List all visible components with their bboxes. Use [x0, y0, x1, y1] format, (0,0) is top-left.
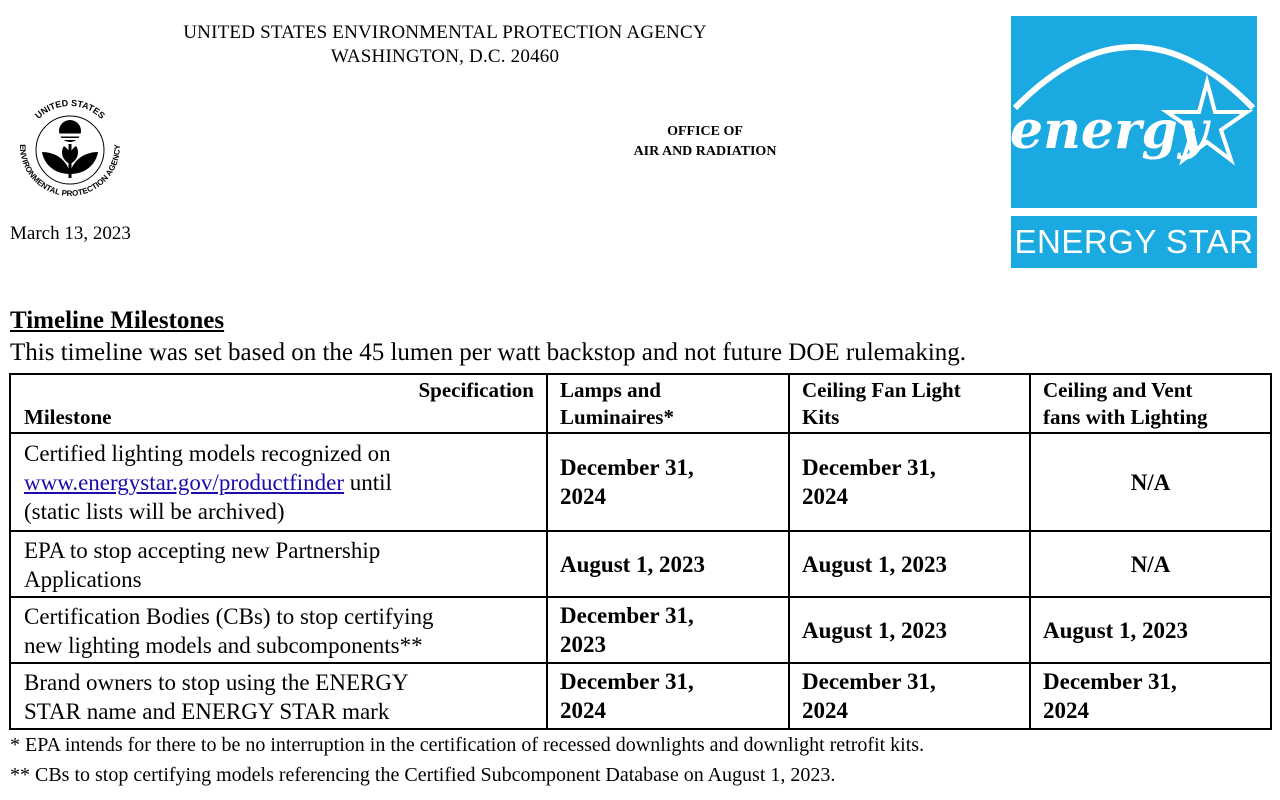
seal-text-top: UNITED STATES [33, 97, 107, 121]
agency-name: UNITED STATES ENVIRONMENTAL PROTECTION AGENCY [183, 22, 707, 43]
value-text: December 31, [560, 603, 694, 628]
value-text: N/A [1130, 469, 1171, 495]
column-header-line: Lamps and [560, 378, 661, 402]
value-cell [547, 531, 789, 597]
value-text: August 1, 2023 [560, 551, 706, 577]
milestone-text: STAR name and ENERGY STAR mark [24, 698, 390, 724]
footnote-lamps: * EPA intends for there to be no interruption in the certification of recessed downlights and downlight retrofit kits. [10, 734, 925, 756]
milestone-text: Applications [24, 566, 142, 592]
column-header-line: Ceiling and Vent [1043, 378, 1193, 402]
value-text: August 1, 2023 [802, 617, 948, 643]
value-text: 2024 [1043, 698, 1089, 723]
seal-text-bottom: ENVIRONMENTAL PROTECTION AGENCY [17, 144, 123, 199]
agency-address: WASHINGTON, D.C. 20460 [330, 46, 560, 67]
value-text: 2024 [560, 698, 606, 723]
table-row [10, 597, 1271, 663]
table-row [10, 663, 1271, 729]
column-header-line: Ceiling Fan Light [802, 378, 961, 402]
value-cell [789, 663, 1030, 729]
milestones-table [9, 373, 1272, 730]
letter-date: March 13, 2023 [10, 223, 131, 244]
value-text: December 31, [802, 455, 936, 480]
milestone-text: Certification Bodies (CBs) to stop certifying [24, 603, 434, 629]
value-text: 2024 [560, 484, 606, 509]
milestone-text: Brand owners to stop using the ENERGY [24, 669, 409, 695]
value-cell [1030, 531, 1271, 597]
energy-script-text: energy [1011, 100, 1208, 161]
column-header-line: Luminaires* [560, 405, 674, 429]
table-header-row [10, 374, 1271, 433]
milestone-cell [10, 597, 547, 663]
value-text: 2024 [802, 698, 848, 723]
section-title: Timeline Milestones [10, 307, 225, 334]
column-header-line: fans with Lighting [1043, 405, 1208, 429]
value-cell [789, 531, 1030, 597]
epa-seal-icon [6, 86, 134, 214]
footnote-cbs: ** CBs to stop certifying models referencing the Certified Subcomponent Database on August 1, 2023. [10, 764, 836, 786]
value-text: N/A [1130, 551, 1171, 577]
value-cell [547, 597, 789, 663]
milestone-cell [10, 663, 547, 729]
milestone-text: (static lists will be archived) [24, 499, 285, 524]
office-label: OFFICE OF [667, 124, 743, 139]
intro-text: This timeline was set based on the 45 lumen per watt backstop and not future DOE rulemaking. [10, 339, 967, 366]
table-row [10, 531, 1271, 597]
header-milestone: Milestone [24, 405, 112, 429]
value-text: August 1, 2023 [802, 551, 948, 577]
value-cell [789, 597, 1030, 663]
column-header-vent-fans [1030, 374, 1271, 433]
value-cell [1030, 433, 1271, 531]
value-cell [1030, 597, 1271, 663]
value-text: December 31, [560, 669, 694, 694]
header-corner-cell [10, 374, 547, 433]
column-header-lamps [547, 374, 789, 433]
office-name: AIR AND RADIATION [633, 144, 777, 159]
energy-star-arc-icon [1011, 16, 1257, 208]
column-header-line: Kits [802, 405, 840, 429]
value-text: December 31, [1043, 669, 1177, 694]
energy-star-logo [1011, 16, 1257, 268]
energy-star-wordmark: ENERGY STAR [1011, 216, 1257, 268]
header-specification: Specification [418, 378, 534, 402]
productfinder-link[interactable]: www.energystar.gov/productfinder [24, 470, 345, 495]
milestone-text: until [344, 470, 392, 495]
value-text: December 31, [802, 669, 936, 694]
milestone-text: new lighting models and subcomponents** [24, 632, 423, 658]
value-text: December 31, [560, 455, 694, 480]
value-text: August 1, 2023 [1043, 617, 1189, 643]
milestone-cell [10, 433, 547, 531]
value-cell [547, 663, 789, 729]
milestone-text [24, 468, 536, 497]
value-text: 2024 [802, 484, 848, 509]
value-cell [1030, 663, 1271, 729]
table-row [10, 433, 1271, 531]
milestone-text: EPA to stop accepting new Partnership [24, 537, 381, 563]
value-text: 2023 [560, 632, 606, 657]
milestone-cell [10, 531, 547, 597]
value-cell [547, 433, 789, 531]
value-cell [789, 433, 1030, 531]
column-header-ceiling-fan [789, 374, 1030, 433]
milestone-text: Certified lighting models recognized on [24, 441, 391, 466]
